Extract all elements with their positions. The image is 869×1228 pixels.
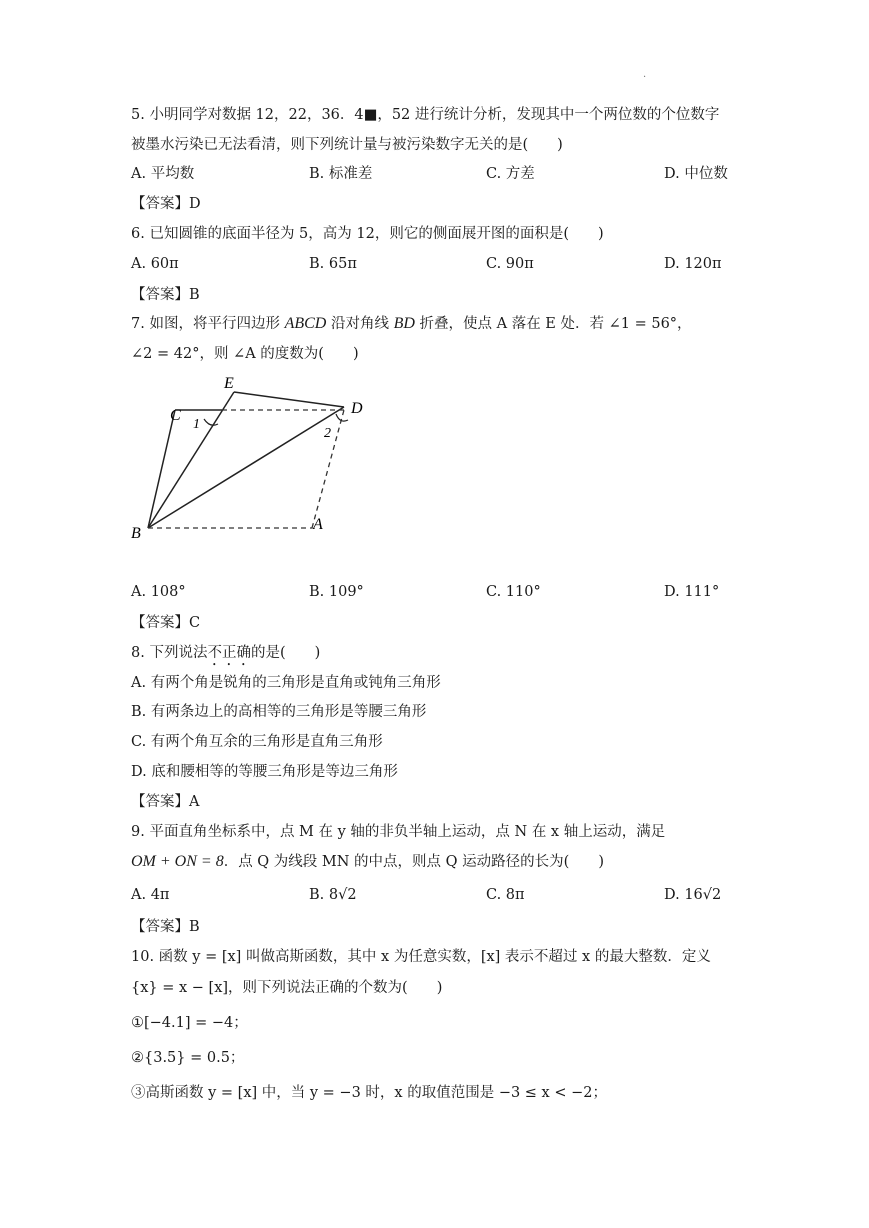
q9-option-b: B. 8√2 xyxy=(309,887,357,903)
q9-option-a: A. 4π xyxy=(131,887,170,903)
q9-stem-line1: 9. 平面直角坐标系中，点 M 在 y 轴的非负半轴上运动，点 N 在 x 轴上运动，满足 xyxy=(131,824,666,840)
q10-item-1: ①[−4.1] = −4； xyxy=(131,1015,248,1031)
q7-label-a: A xyxy=(313,516,323,533)
q9-option-d: D. 16√2 xyxy=(664,887,722,903)
q9-stem-line2 xyxy=(131,851,604,873)
q7-stem-line2: ∠2 = 42°，则 ∠A 的度数为( ) xyxy=(131,346,359,362)
page-mark: · xyxy=(643,72,647,83)
q7-label-c: C xyxy=(170,407,181,424)
q7-stem-text-b: 沿对角线 xyxy=(326,316,394,332)
q8-stem-emphasis: 不正确 xyxy=(207,645,251,661)
q7-math-abcd: ABCD xyxy=(284,315,327,332)
q8-option-c: C. 有两个角互余的三角形是直角三角形 xyxy=(131,734,383,750)
q7-answer: 【答案】C xyxy=(131,615,201,631)
q6-option-a: A. 60π xyxy=(131,256,179,272)
q10-item-2: ②{3.5} = 0.5； xyxy=(131,1050,245,1066)
q10-item-3: ③高斯函数 y = [x] 中，当 y = −3 时，x 的取值范围是 −3 ≤ x < −2； xyxy=(131,1085,607,1101)
q8-stem-post: 的是( ) xyxy=(250,645,321,661)
q7-stem-line1 xyxy=(131,313,692,335)
q8-stem-line1 xyxy=(131,642,320,669)
q7-edge-be xyxy=(148,392,234,528)
q7-option-a: A. 108° xyxy=(131,584,186,600)
q5-stem-line2: 被墨水污染已无法看清，则下列统计量与被污染数字无关的是( ) xyxy=(131,137,563,153)
q9-option-c: C. 8π xyxy=(486,887,525,903)
q5-option-a: A. 平均数 xyxy=(131,166,195,182)
q7-stem-text-c: 折叠，使点 A 落在 E 处．若 ∠1 = 56°， xyxy=(414,316,692,332)
q9-math-condition: OM + ON = 8 xyxy=(131,853,224,870)
q8-option-a: A. 有两个角是锐角的三角形是直角或钝角三角形 xyxy=(131,675,441,691)
q9-stem-line2-text: ．点 Q 为线段 MN 的中点，则点 Q 运动路径的长为( ) xyxy=(223,854,604,870)
q7-stem-text-a: 7. 如图，将平行四边形 xyxy=(131,316,285,332)
q5-answer: 【答案】D xyxy=(131,196,201,212)
q7-option-c: C. 110° xyxy=(486,584,541,600)
q7-label-b: B xyxy=(131,525,141,542)
q6-option-c: C. 90π xyxy=(486,256,534,272)
q7-option-d: D. 111° xyxy=(664,584,720,600)
q8-stem-pre: 8. 下列说法 xyxy=(131,645,208,661)
q7-label-e: E xyxy=(224,375,234,392)
q6-option-d: D. 120π xyxy=(664,256,722,272)
q7-parallelogram-figure xyxy=(120,368,380,548)
q8-option-b: B. 有两条边上的高相等的三角形是等腰三角形 xyxy=(131,704,427,720)
q10-stem-line2: {x} = x − [x]，则下列说法正确的个数为( ) xyxy=(131,980,443,996)
q7-label-d: D xyxy=(351,400,363,417)
q5-option-d: D. 中位数 xyxy=(664,166,728,182)
q7-edge-bc xyxy=(148,410,175,528)
q6-stem-line1: 6. 已知圆锥的底面半径为 5，高为 12，则它的侧面展开图的面积是( ) xyxy=(131,226,604,242)
q7-option-b: B. 109° xyxy=(309,584,364,600)
q6-answer: 【答案】B xyxy=(131,287,200,303)
q5-option-c: C. 方差 xyxy=(486,166,535,182)
q7-label-angle-2: 2 xyxy=(324,426,331,441)
q7-diagonal-bd xyxy=(148,407,344,528)
q5-stem-line1: 5. 小明同学对数据 12，22，36．4■，52 进行统计分析，发现其中一个两位数的个位数字 xyxy=(131,107,720,123)
q7-angle-2-arc xyxy=(336,414,348,421)
q9-answer: 【答案】B xyxy=(131,919,200,935)
q10-stem-line1: 10. 函数 y = [x] 叫做高斯函数，其中 x 为任意实数，[x] 表示不超过 x 的最大整数．定义 xyxy=(131,949,711,965)
q7-math-bd: BD xyxy=(393,315,415,332)
q8-option-d: D. 底和腰相等的等腰三角形是等边三角形 xyxy=(131,764,398,780)
q6-option-b: B. 65π xyxy=(309,256,357,272)
q7-label-angle-1: 1 xyxy=(193,417,200,432)
q5-option-b: B. 标准差 xyxy=(309,166,373,182)
q8-answer: 【答案】A xyxy=(131,794,200,810)
q7-edge-ed xyxy=(234,392,344,407)
